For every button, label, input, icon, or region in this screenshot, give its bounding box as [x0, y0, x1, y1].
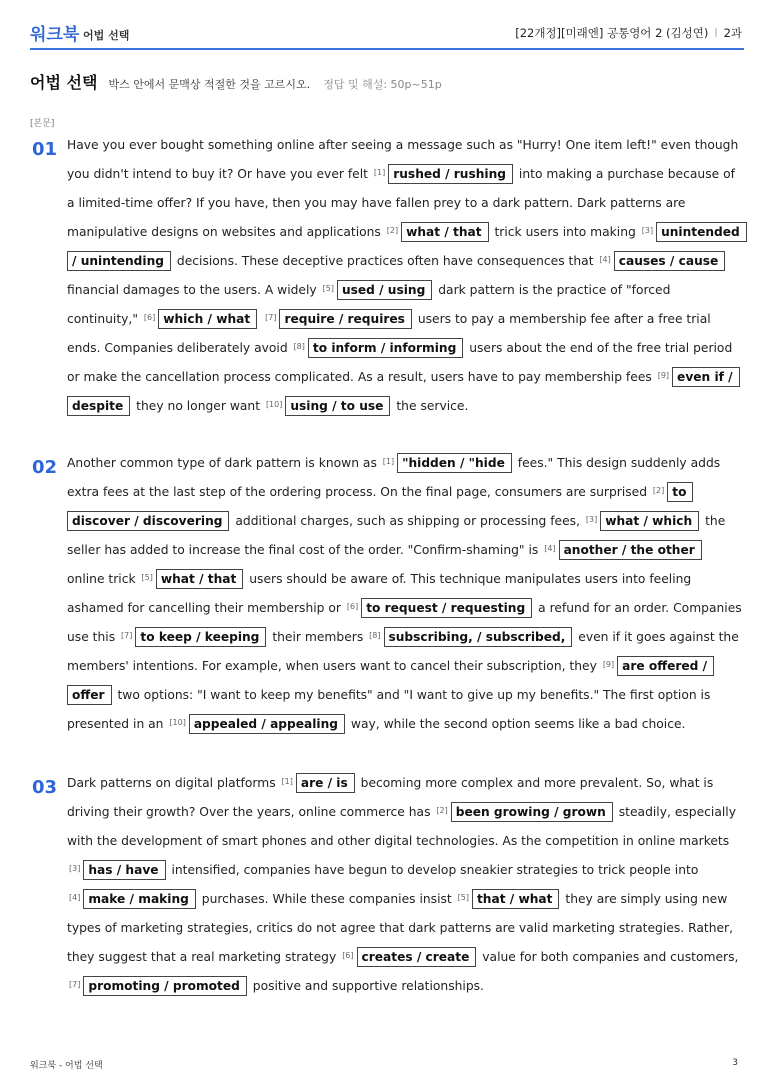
choice-box[interactable]: creates / create: [357, 947, 477, 967]
blank-number: [1]: [281, 777, 293, 786]
choice-box[interactable]: subscribing, / subscribed,: [384, 627, 573, 647]
footer-title: 워크북 - 어법 선택: [30, 1061, 103, 1071]
passage-sentence: the seller has added to increase the final cost of the order. "Confirm-shaming" is: [67, 514, 726, 557]
blank-number: [5]: [141, 573, 153, 582]
choice-box[interactable]: used / using: [337, 280, 432, 300]
page-number: 3: [732, 1058, 738, 1068]
passage-sentence: Dark patterns on digital platforms: [67, 776, 280, 790]
passage-01: [30, 131, 744, 421]
brand-title: 워크북: [30, 25, 80, 45]
choice-box[interactable]: to keep / keeping: [135, 627, 266, 647]
section-label: 어법 선택: [83, 29, 130, 42]
choice-box[interactable]: what / that: [156, 569, 243, 589]
choice-box[interactable]: to discover / discovering: [67, 482, 693, 531]
passage-sentence: two options: "I want to keep my benefits" and "I want to give up my benefits." The first option is presented in an: [67, 688, 711, 731]
blank-number: [3]: [641, 226, 654, 235]
blank-number: [4]: [544, 544, 556, 553]
choice-box[interactable]: are offered / offer: [67, 656, 714, 705]
blank-number: [9]: [602, 660, 615, 669]
passage-sentence: dark pattern is the practice of "forced continuity,": [67, 283, 671, 326]
choice-box[interactable]: make / making: [83, 889, 196, 909]
passage-sentence: steadily, especially with the development of smart phones and other digital technologies. As the competition in online markets: [67, 805, 736, 848]
passage-sentence: Have you ever bought something online after seeing a message such as "Hurry! One item left!" even though you didn't intend to buy it? Or have you ever felt: [67, 138, 739, 181]
course-title: [22개정][미래엔] 공통영어 2 (김성연): [515, 26, 709, 40]
course-info: [515, 25, 742, 41]
choice-blank: [144, 312, 257, 326]
blank-number: [8]: [293, 342, 305, 351]
blank-number: [6]: [342, 951, 354, 960]
choice-box[interactable]: causes / cause: [614, 251, 725, 271]
blank-number: [3]: [69, 864, 81, 873]
choice-blank: [265, 312, 412, 326]
blank-number: [7]: [69, 980, 81, 989]
blank-number: [1]: [373, 168, 386, 177]
choice-box[interactable]: using / to use: [285, 396, 390, 416]
passage-sentence: value for both companies and customers,: [478, 950, 739, 964]
choice-blank: [599, 254, 725, 268]
choice-box[interactable]: what / that: [401, 222, 488, 242]
passage-sentence: positive and supportive relationships.: [248, 979, 484, 993]
passage-number: 02: [32, 457, 58, 478]
blank-number: [10]: [265, 400, 283, 409]
passage-text: [67, 449, 744, 739]
choice-blank: [374, 167, 513, 181]
choice-blank: [69, 863, 166, 877]
choice-box[interactable]: been growing / grown: [451, 802, 613, 822]
passage-sentence: users to pay a membership fee after a free trial ends. Companies deliberately avoid: [67, 312, 711, 355]
passage-sentence: they are simply using new types of marketing strategies, critics do not agree that dark patterns are valid marketing strategies. Rather, they suggest that a real marketing strategy: [67, 892, 734, 964]
choice-blank: [544, 543, 702, 557]
blank-number: [5]: [457, 893, 469, 902]
passage-sentence: additional charges, such as shipping or processing fees,: [231, 514, 584, 528]
passage-sentence: online trick: [67, 572, 140, 586]
choice-blank: [69, 892, 196, 906]
choice-box[interactable]: rushed / rushing: [388, 164, 513, 184]
choice-blank: [347, 601, 532, 615]
passage-sentence: purchases. While these companies insist: [197, 892, 456, 906]
choice-blank: [458, 892, 560, 906]
choice-box[interactable]: "hidden / "hide: [397, 453, 512, 473]
text-label: [본문]: [30, 119, 55, 129]
choice-blank: [436, 805, 612, 819]
choice-box[interactable]: promoting / promoted: [83, 976, 247, 996]
choice-box[interactable]: which / what: [158, 309, 257, 329]
passage-text: [67, 769, 744, 1001]
blank-number: [2]: [652, 486, 665, 495]
passage-sentence: into making a purchase because of a limited-time offer? If you have, then you may have fallen prey to a dark pattern. Dark patterns are manipulative designs on websites and applications: [67, 167, 735, 239]
choice-blank: [342, 950, 476, 964]
choice-box[interactable]: to inform / informing: [308, 338, 463, 358]
passage-sentence: their members: [268, 630, 368, 644]
choice-box[interactable]: require / requires: [279, 309, 411, 329]
choice-box[interactable]: appealed / appealing: [189, 714, 345, 734]
header-separator: l: [714, 26, 718, 40]
passage-sentence: intensified, companies have begun to develop sneakier strategies to trick people into: [167, 863, 699, 877]
blank-number: [4]: [599, 255, 611, 264]
passage-sentence: users should be aware of. This technique manipulates users into feeling ashamed for cancelling their membership or: [67, 572, 692, 615]
passage-sentence: the service.: [392, 399, 469, 413]
choice-blank: [387, 225, 489, 239]
page-header: [30, 0, 744, 50]
choice-box[interactable]: that / what: [472, 889, 559, 909]
choice-box[interactable]: even if / despite: [67, 367, 740, 416]
blank-number: [7]: [265, 313, 277, 322]
choice-blank: [169, 717, 345, 731]
blank-number: [4]: [69, 893, 81, 902]
instruction-text: 박스 안에서 문맥상 적절한 것을 고르시오.: [108, 78, 311, 91]
choice-blank: [369, 630, 572, 644]
blank-number: [10]: [169, 718, 186, 727]
answer-reference: 정답 및 해설: 50p~51p: [323, 78, 442, 91]
choice-blank: [294, 341, 464, 355]
passage-sentence: they no longer want: [132, 399, 264, 413]
choice-box[interactable]: another / the other: [559, 540, 702, 560]
choice-box[interactable]: has / have: [83, 860, 165, 880]
choice-blank: [121, 630, 266, 644]
blank-number: [2]: [436, 806, 448, 815]
passage-sentence: a refund for an order. Companies use this: [67, 601, 742, 644]
blank-number: [7]: [121, 631, 133, 640]
choice-box[interactable]: are / is: [296, 773, 355, 793]
passage-text: [67, 131, 744, 421]
choice-blank: [266, 399, 391, 413]
blank-number: [9]: [657, 371, 670, 380]
passage-number: 01: [32, 139, 58, 160]
passage-sentence: even if it goes against the members' intentions. For example, when users want to cancel their subscription, they: [67, 630, 739, 673]
passage-sentence: users about the end of the free trial period or make the cancellation process complicated. As a result, users have to pay membership fees: [67, 341, 733, 384]
passage-02: [30, 449, 744, 739]
lesson-label: 2과: [723, 26, 742, 40]
page-title: 어법 선택: [30, 73, 98, 92]
blank-number: [1]: [382, 457, 395, 466]
choice-blank: [586, 514, 699, 528]
blank-number: [3]: [585, 515, 598, 524]
passage-sentence: becoming more complex and more prevalent. So, what is driving their growth? Over the years, online commerce has: [67, 776, 714, 819]
passage-sentence: financial damages to the users. A widely: [67, 283, 321, 297]
blank-number: [6]: [346, 602, 359, 611]
blank-number: [6]: [143, 313, 156, 322]
choice-blank: [383, 456, 512, 470]
choice-blank: [323, 283, 433, 297]
blank-number: [2]: [386, 226, 399, 235]
passage-03: [30, 769, 744, 1001]
choice-box[interactable]: to request / requesting: [361, 598, 532, 618]
choice-blank: [282, 776, 355, 790]
passage-sentence: decisions. These deceptive practices often have consequences that: [172, 254, 598, 268]
choice-blank: [142, 572, 244, 586]
passage-sentence: way, while the second option seems like a bad choice.: [347, 717, 686, 731]
passage-sentence: Another common type of dark pattern is known as: [67, 456, 381, 470]
page-footer: [30, 1058, 738, 1071]
title-row: [30, 70, 744, 96]
blank-number: [8]: [369, 631, 381, 640]
choice-blank: [69, 979, 247, 993]
passage-sentence: trick users into making: [490, 225, 640, 239]
passage-number: 03: [32, 777, 58, 798]
passage-sentence: [259, 312, 263, 326]
passage-sentence: fees." This design suddenly adds extra fees at the last step of the ordering process. On the final page, consumers are surprised: [67, 456, 721, 499]
choice-box[interactable]: what / which: [600, 511, 699, 531]
choice-box[interactable]: unintended / unintending: [67, 222, 747, 271]
blank-number: [5]: [322, 284, 334, 293]
